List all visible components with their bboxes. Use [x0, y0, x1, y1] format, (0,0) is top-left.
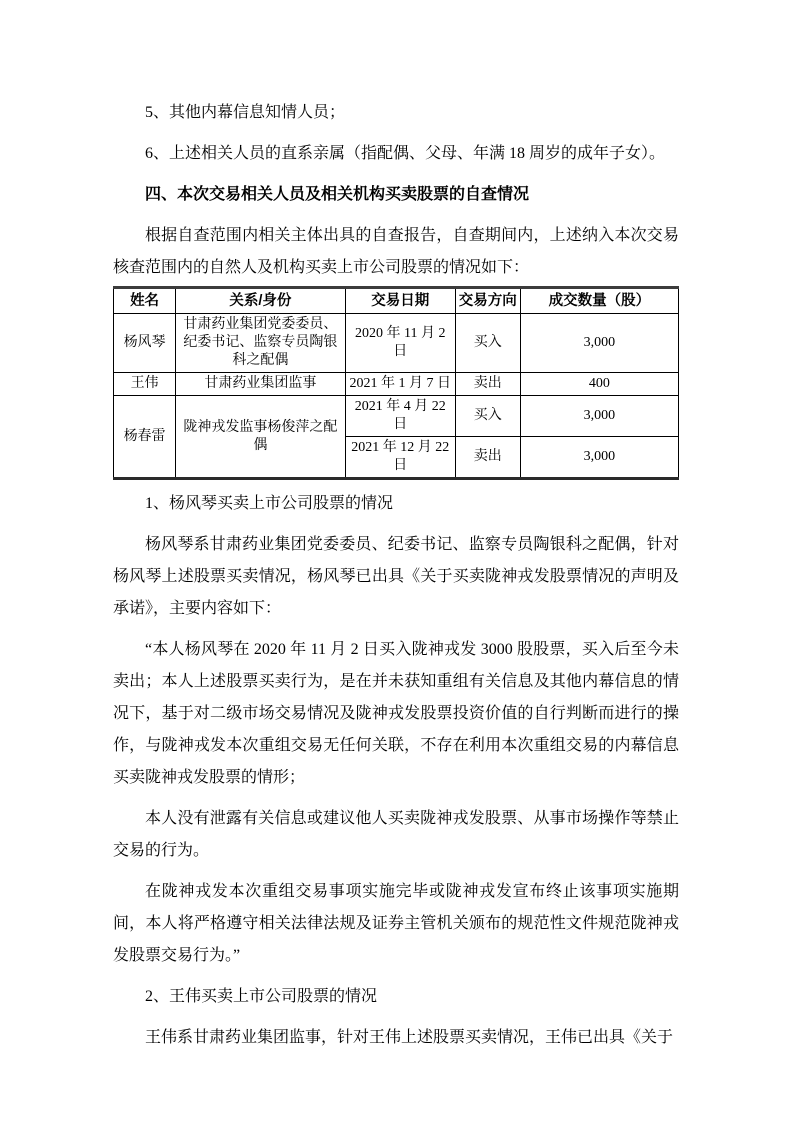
table-row: [114, 396, 679, 437]
table-cell: 杨风琴: [114, 314, 176, 373]
table-header-cell: 交易日期: [345, 288, 455, 314]
table-cell: 陇神戎发监事杨俊萍之配偶: [176, 396, 346, 479]
para-statement-2: 本人没有泄露有关信息或建议他人买卖陇神戎发股票、从事市场操作等禁止交易的行为。: [113, 810, 679, 859]
item-2-wangwei: 2、王伟买卖上市公司股票的情况: [145, 988, 378, 1005]
table-cell: 3,000: [520, 314, 678, 373]
table-cell: 2021 年 1 月 7 日: [345, 373, 455, 396]
intro-paragraph: 根据自查范围内相关主体出具的自查报告，自查期间内，上述纳入本次交易核查范围内的自然人及机构买卖上市公司股票的情况如下：: [113, 227, 679, 276]
item-5: 5、其他内幕信息知情人员；: [145, 104, 346, 121]
item-6: 6、上述相关人员的直系亲属（指配偶、父母、年满 18 周岁的成年子女）。: [145, 145, 666, 162]
document-body-top: [113, 97, 679, 284]
table-header-cell: 成交数量（股）: [520, 288, 678, 314]
table-cell: 卖出: [455, 373, 520, 396]
table-header-cell: 交易方向: [455, 288, 520, 314]
table-cell: 甘肃药业集团监事: [176, 373, 346, 396]
table-cell: 买入: [455, 396, 520, 437]
table-row: [114, 314, 679, 373]
table-row: [114, 373, 679, 396]
table-cell: 2021 年 4 月 22 日: [345, 396, 455, 437]
table-cell: 3,000: [520, 396, 678, 437]
para-statement-3: 在陇神戎发本次重组交易事项实施完毕或陇神戎发宣布终止该事项实施期间，本人将严格遵守相关法律法规及证券主管机关颁布的规范性文件规范陇神戎发股票交易行为。”: [113, 883, 679, 964]
table-header-cell: 关系/身份: [176, 288, 346, 314]
para-wangwei-identity: 王伟系甘肃药业集团监事，针对王伟上述股票买卖情况，王伟已出具《关于: [145, 1029, 674, 1046]
table-cell: 买入: [455, 314, 520, 373]
document-body-bottom: [113, 488, 679, 1054]
table-cell: 400: [520, 373, 678, 396]
section-heading-4: 四、本次交易相关人员及相关机构买卖股票的自查情况: [145, 186, 530, 203]
item-1-yangfengqin: 1、杨风琴买卖上市公司股票的情况: [145, 495, 394, 512]
table-cell: 杨春雷: [114, 396, 176, 479]
table-header-cell: 姓名: [114, 288, 176, 314]
para-yangfengqin-identity: 杨风琴系甘肃药业集团党委委员、纪委书记、监察专员陶银科之配偶，针对杨风琴上述股票买卖情况，杨风琴已出具《关于买卖陇神戎发股票情况的声明及承诺》，主要内容如下：: [113, 536, 679, 617]
table-cell: 3,000: [520, 437, 678, 479]
para-statement-1: “本人杨风琴在 2020 年 11 月 2 日买入陇神戎发 3000 股股票，买入后至今未卖出；本人上述股票买卖行为，是在并未获知重组有关信息及其他内幕信息的情况下，基于对二级市场交易情况及陇神戎发股票投资价值的自行判断而进行的操作，与陇神戎发本次重组交易无任何关联，不存在利用本次重组交易的内幕信息买卖陇神戎发股票的情形；: [113, 641, 679, 786]
table-cell: 甘肃药业集团党委委员、纪委书记、监察专员陶银科之配偶: [176, 314, 346, 373]
table-header-row: [114, 288, 679, 314]
table-cell: 2020 年 11 月 2 日: [345, 314, 455, 373]
table-cell: 2021 年 12 月 22 日: [345, 437, 455, 479]
table-cell: 王伟: [114, 373, 176, 396]
table-cell: 卖出: [455, 437, 520, 479]
self-check-table: [113, 286, 679, 480]
